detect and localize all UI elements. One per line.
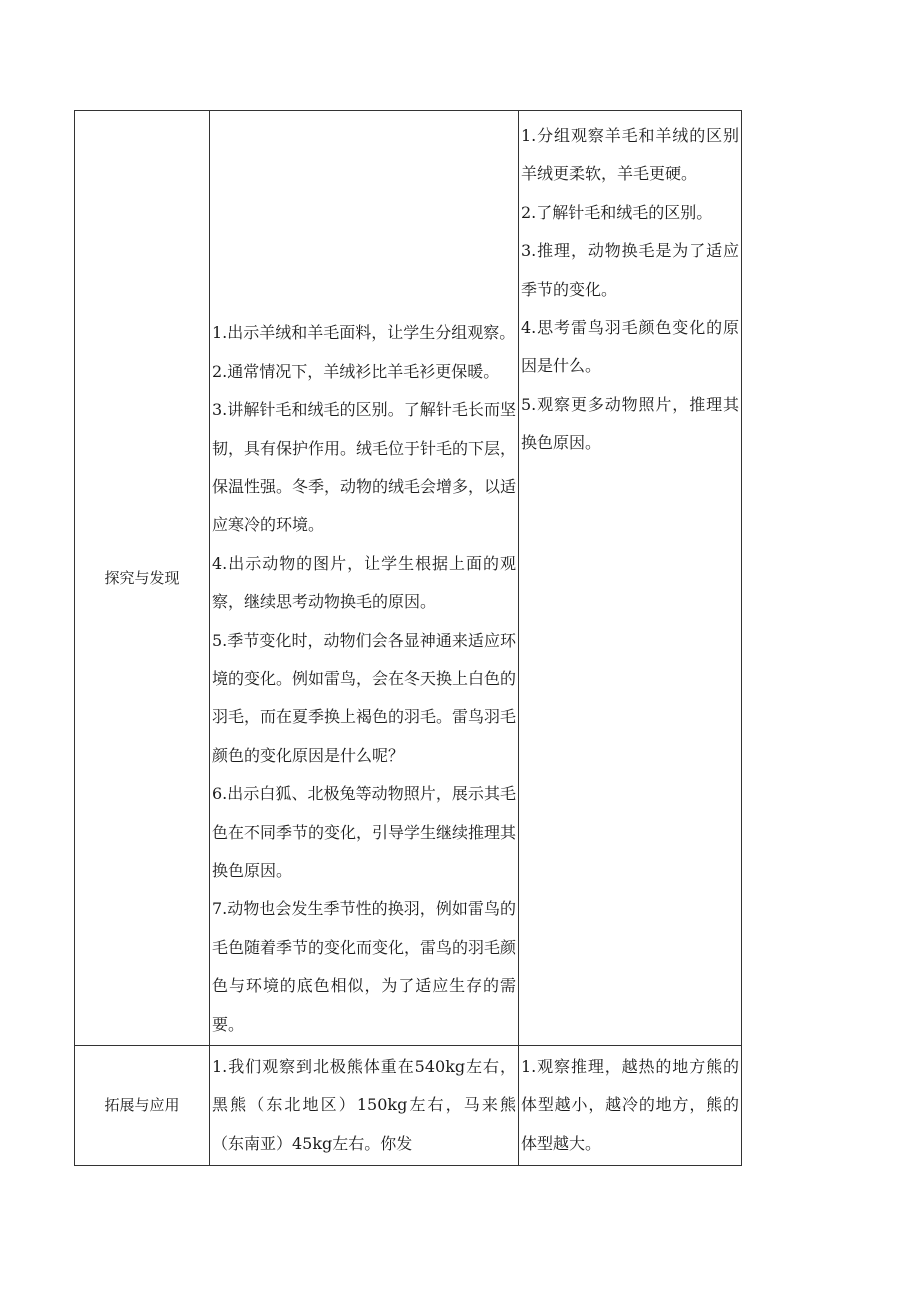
table-row	[75, 1046, 742, 1166]
table-row	[75, 111, 742, 1046]
stage-cell	[75, 111, 210, 1046]
teacher-step: 1.出示羊绒和羊毛面料，让学生分组观察。	[212, 323, 516, 343]
student-activity-cell	[519, 111, 742, 1046]
teacher-step: 7.动物也会发生季节性的换羽，例如雷鸟的毛色随着季节的变化而变化，雷鸟的羽毛颜色与环境的底色相似，为了适应生存的需要。	[212, 899, 517, 1034]
student-step: 4.思考雷鸟羽毛颜色变化的原因是什么。	[521, 318, 739, 376]
stage-label: 探究与发现	[104, 568, 180, 587]
stage-label: 拓展与应用	[104, 1096, 180, 1115]
teacher-activity-cell	[210, 111, 519, 1046]
student-activity-cell	[519, 1046, 742, 1166]
teacher-step: 5.季节变化时，动物们会各显神通来适应环境的变化。例如雷鸟，会在冬天换上白色的羽毛，而在夏季换上褐色的羽毛。雷鸟羽毛颜色的变化原因是什么呢？	[212, 630, 517, 765]
teacher-step: 3.讲解针毛和绒毛的区别。了解针毛长而坚韧，具有保护作用。绒毛位于针毛的下层，保温性强。冬季，动物的绒毛会增多，以适应寒冷的环境。	[212, 400, 517, 535]
student-step: 3.推理，动物换毛是为了适应季节的变化。	[521, 241, 739, 299]
student-step: 1.观察推理，越热的地方熊的体型越小，越冷的地方，熊的体型越大。	[521, 1057, 739, 1153]
teacher-step: 1.我们观察到北极熊体重在540kg左右，黑熊（东北地区）150kg左右，马来熊（东南亚）45kg左右。你发	[212, 1057, 516, 1153]
teacher-activity-cell	[210, 1046, 519, 1166]
teacher-step: 6.出示白狐、北极兔等动物照片，展示其毛色在不同季节的变化，引导学生继续推理其换色原因。	[212, 784, 517, 880]
student-step: 2.了解针毛和绒毛的区别。	[521, 202, 713, 222]
teacher-step: 2.通常情况下，羊绒衫比羊毛衫更保暖。	[212, 361, 500, 381]
lesson-table	[74, 110, 742, 1166]
stage-cell	[75, 1046, 210, 1166]
teacher-step: 4.出示动物的图片，让学生根据上面的观察，继续思考动物换毛的原因。	[212, 553, 516, 612]
student-step: 5.观察更多动物照片，推理其换色原因。	[521, 394, 739, 453]
student-step: 1.分组观察羊毛和羊绒的区别羊绒更柔软，羊毛更硬。	[521, 126, 739, 184]
